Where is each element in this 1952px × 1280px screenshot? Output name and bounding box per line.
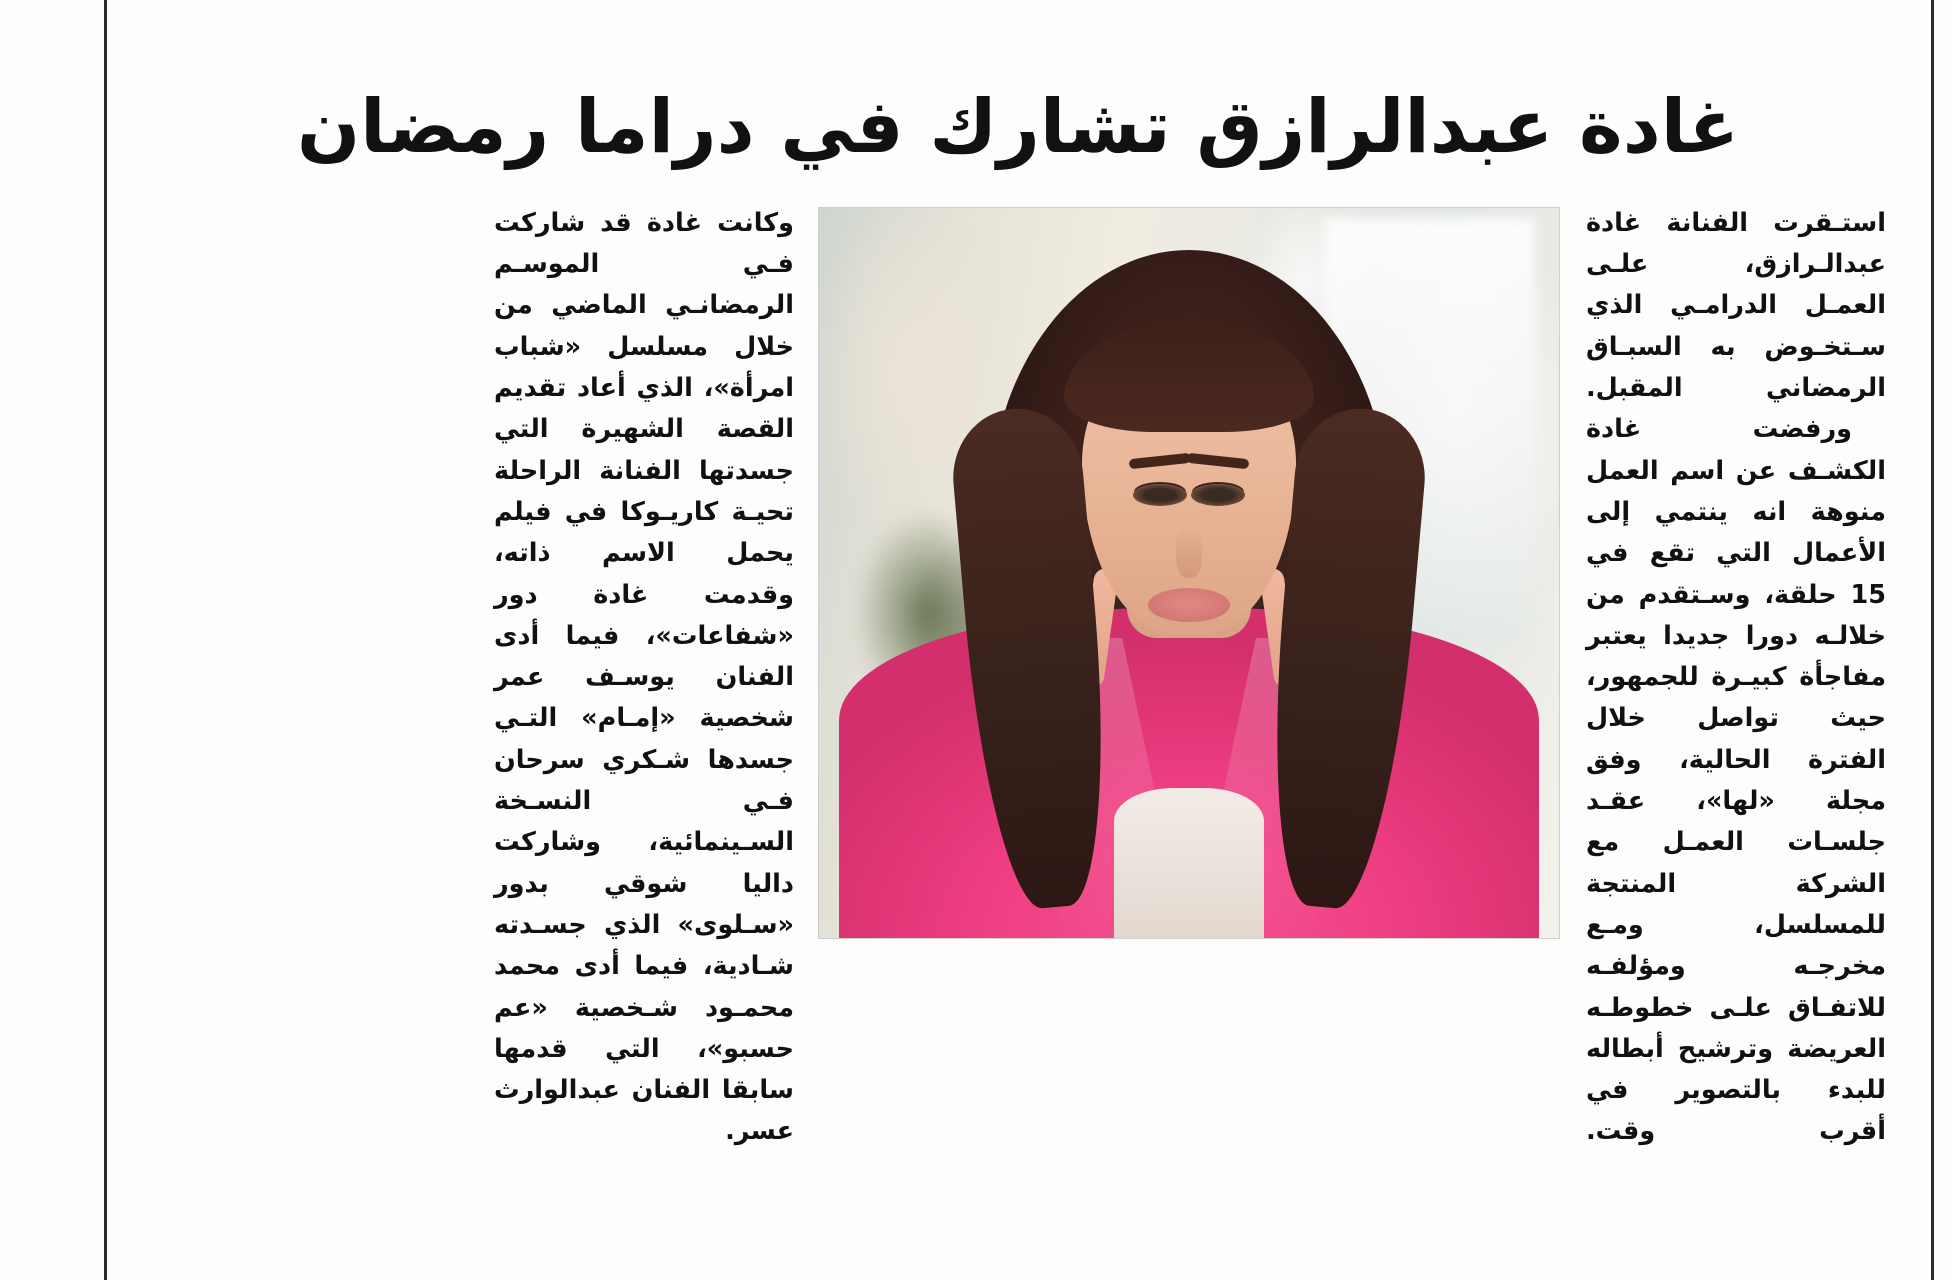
photo-lips [1148,588,1230,622]
paragraph-right-2: ورفضت غادة الكشـف عن اسم العمل منوهة انه ينتمي إلى الأعمال التي تقع في 15 حلقة، وسـتقدم من خلالـه دورا جديدا يعتبر مفاجأة كبيـرة للجمهور، حيث تواصل خلال الفترة الحالية، وفق مجلة «لها»، عقـد جلسـات العمـل مع الشركة المنتجة للمسلسل، ومـع مخرجـه ومؤلفـه للاتفـاق علـى خطوطـه العريضة وترشيح أبطاله للبدء بالتصوير في أقرب وقت. [1586,414,1886,1147]
page-right-rule [1931,0,1934,1280]
headline: غادة عبدالرازق تشارك في دراما رمضان [296,84,1740,170]
column-right [1586,203,1886,1153]
paragraph-left-1: وكانت غادة قد شاركت فـي الموسـم الرمضانـي الماضي من خلال مسلسل «شباب امرأة»، الذي أعاد تقديم القصة الشهيرة التي جسدتها الفنانة الراحلة تحيـة كاريـوكا في فيلم يحمل الاسم ذاته، وقدمت غادة دور «شفاعات»، فيما أدى الفنان يوسـف عمر شخصية «إمـام» التـي جسدها شـكري سرحان فـي النسـخة السـينمائية، وشاركت داليا شوقي بدور «سـلوى» الذي جسـدته شـادية، فيما أدى محمد محمـود شـخصية «عم حسبو»، التي قدمها سابقا الفنان عبدالوارث عسر. [494,207,794,1147]
paragraph-right-1: استـقرت الفنانة غادة عبدالـرازق، علـى العمـل الدرامـي الذي سـتخـوض به السبـاق الرمضاني المقبل. [1586,207,1886,404]
photo-nose [1176,526,1202,578]
column-left [494,203,794,1153]
photo-white-top [1114,788,1264,938]
article-columns [112,169,1924,1153]
article-container [112,0,1924,1280]
photo-eye-right [1191,484,1245,506]
photo-block [820,203,1560,939]
page-left-rule [104,0,107,1280]
photo-eye-left [1133,484,1187,506]
page-bottom-edge [104,1276,1934,1278]
article-photo [818,207,1560,939]
